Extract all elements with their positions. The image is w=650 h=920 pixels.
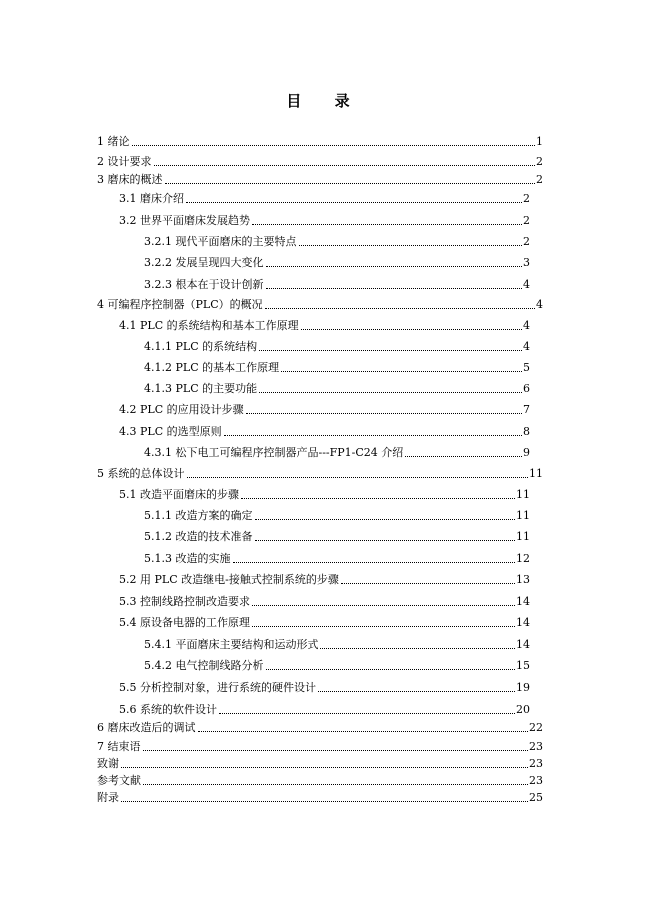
toc-entry[interactable]	[144, 257, 530, 269]
toc-entry-title: 4.1.1 PLC 的系统结构	[144, 340, 258, 353]
toc-entry-page: 20	[516, 703, 530, 716]
toc-entry[interactable]	[119, 404, 530, 416]
toc-entry-page: 2	[523, 235, 530, 248]
toc-leader-dots	[299, 245, 523, 246]
toc-leader-dots	[255, 540, 516, 541]
toc-entry[interactable]	[144, 553, 530, 565]
toc-entry-page: 14	[516, 638, 530, 651]
toc-entry[interactable]	[119, 320, 530, 332]
toc-entry-page: 2	[536, 173, 543, 186]
toc-entry-title: 5.6 系统的软件设计	[119, 703, 217, 716]
toc-entry[interactable]	[97, 722, 543, 734]
toc-leader-dots	[281, 371, 522, 372]
toc-leader-dots	[265, 308, 535, 309]
toc-leader-dots	[252, 626, 515, 627]
toc-entry-page: 6	[523, 382, 530, 395]
toc-entry[interactable]	[144, 383, 530, 395]
toc-entry[interactable]	[97, 136, 543, 148]
toc-entry-title: 5.4 原设备电器的工作原理	[119, 616, 250, 629]
toc-entry-page: 13	[516, 573, 530, 586]
toc-leader-dots	[165, 183, 536, 184]
toc-entry-title: 3.2.3 根本在于设计创新	[144, 278, 264, 291]
toc-entry-title: 3.1 磨床介绍	[119, 192, 184, 205]
toc-entry-page: 4	[523, 319, 530, 332]
toc-entry-title: 2 设计要求	[97, 155, 152, 168]
toc-entry-page: 2	[523, 214, 530, 227]
toc-leader-dots	[143, 784, 528, 785]
toc-entry-title: 参考文献	[97, 774, 141, 787]
toc-leader-dots	[224, 435, 522, 436]
toc-leader-dots	[318, 691, 515, 692]
toc-entry-page: 23	[529, 774, 543, 787]
toc-entry-title: 7 结束语	[97, 740, 141, 753]
toc-entry[interactable]	[144, 510, 530, 522]
toc-entry-title: 5.4.1 平面磨床主要结构和运动形式	[144, 638, 319, 651]
toc-leader-dots	[259, 392, 522, 393]
toc-leader-dots	[143, 750, 529, 751]
toc-entry-page: 11	[516, 488, 530, 501]
toc-entry-page: 11	[529, 467, 543, 480]
toc-entry-title: 4.1.3 PLC 的主要功能	[144, 382, 258, 395]
toc-entry-title: 5.2 用 PLC 改造继电-接触式控制系统的步骤	[119, 573, 339, 586]
toc-leader-dots	[405, 456, 522, 457]
toc-entry-title: 4.1.2 PLC 的基本工作原理	[144, 361, 280, 374]
toc-leader-dots	[132, 145, 536, 146]
toc-entry-page: 2	[523, 192, 530, 205]
toc-entry-page: 8	[523, 425, 530, 438]
toc-leader-dots	[198, 731, 529, 732]
toc-entry-title: 1 绪论	[97, 135, 130, 148]
toc-entry-title: 3.2.1 现代平面磨床的主要特点	[144, 235, 297, 248]
toc-entry[interactable]	[144, 236, 530, 248]
toc-leader-dots	[186, 202, 522, 203]
toc-entry[interactable]	[97, 792, 543, 804]
toc-leader-dots	[301, 329, 522, 330]
toc-entry-page: 4	[523, 340, 530, 353]
toc-entry[interactable]	[97, 174, 543, 186]
toc-leader-dots	[121, 801, 528, 802]
toc-leader-dots	[241, 498, 515, 499]
toc-leader-dots	[233, 562, 516, 563]
toc-entry-title: 5.1 改造平面磨床的步骤	[119, 488, 239, 501]
toc-leader-dots	[154, 165, 536, 166]
toc-entry[interactable]	[144, 362, 530, 374]
toc-entry[interactable]	[144, 447, 530, 459]
toc-entry-page: 15	[516, 659, 530, 672]
toc-entry-page: 3	[523, 256, 530, 269]
toc-entry-title: 6 磨床改造后的调试	[97, 721, 196, 734]
toc-leader-dots	[246, 413, 522, 414]
toc-entry-title: 3.2.2 发展呈现四大变化	[144, 256, 264, 269]
toc-entry-page: 4	[523, 278, 530, 291]
toc-entry[interactable]	[119, 215, 530, 227]
toc-entry-page: 11	[516, 509, 530, 522]
toc-entry[interactable]	[97, 299, 543, 311]
toc-entry[interactable]	[144, 639, 530, 651]
toc-entry-title: 4.3 PLC 的选型原则	[119, 425, 222, 438]
toc-entry-page: 5	[523, 361, 530, 374]
toc-entry[interactable]	[119, 193, 530, 205]
toc-entry[interactable]	[97, 156, 543, 168]
toc-entry-title: 致谢	[97, 757, 119, 770]
toc-leader-dots	[320, 648, 515, 649]
toc-entry[interactable]	[119, 596, 530, 608]
toc-entry[interactable]	[119, 617, 530, 629]
toc-entry-title: 4 可编程序控制器（PLC）的概况	[97, 298, 263, 311]
toc-entry-page: 25	[529, 791, 543, 804]
toc-entry-page: 23	[529, 757, 543, 770]
toc-leader-dots	[121, 767, 528, 768]
toc-entry-page: 4	[536, 298, 543, 311]
toc-entry-page: 7	[523, 403, 530, 416]
toc-entry-page: 22	[529, 721, 543, 734]
toc-leader-dots	[266, 266, 523, 267]
toc-entry-page: 1	[536, 135, 543, 148]
toc-leader-dots	[252, 224, 522, 225]
toc-entry-title: 3.2 世界平面磨床发展趋势	[119, 214, 250, 227]
toc-entry-title: 附录	[97, 791, 119, 804]
toc-entry[interactable]	[119, 704, 530, 716]
toc-entry-title: 5.4.2 电气控制线路分析	[144, 659, 264, 672]
toc-entry[interactable]	[144, 341, 530, 353]
toc-entry-title: 5.1.1 改造方案的确定	[144, 509, 253, 522]
toc-entry[interactable]	[97, 758, 543, 770]
toc-leader-dots	[341, 583, 515, 584]
toc-leader-dots	[266, 669, 516, 670]
toc-entry-page: 19	[516, 681, 530, 694]
toc-entry-page: 12	[516, 552, 530, 565]
toc-entry-title: 5 系统的总体设计	[97, 467, 185, 480]
toc-entry[interactable]	[119, 426, 530, 438]
toc-entry[interactable]	[97, 775, 543, 787]
toc-leader-dots	[259, 350, 522, 351]
toc-entry-page: 2	[536, 155, 543, 168]
toc-entry-page: 11	[516, 530, 530, 543]
toc-leader-dots	[266, 288, 523, 289]
toc-entry-page: 14	[516, 616, 530, 629]
toc-entry-title: 5.1.2 改造的技术准备	[144, 530, 253, 543]
toc-entry-page: 14	[516, 595, 530, 608]
toc-entry[interactable]	[119, 682, 530, 694]
toc-entry[interactable]	[97, 468, 543, 480]
toc-entry[interactable]	[144, 279, 530, 291]
toc-entry[interactable]	[144, 531, 530, 543]
toc-entry[interactable]	[144, 660, 530, 672]
toc-entry-title: 5.3 控制线路控制改造要求	[119, 595, 250, 608]
toc-entry-title: 5.5 分析控制对象，进行系统的硬件设计	[119, 681, 316, 694]
toc-entry[interactable]	[119, 489, 530, 501]
toc-entry-page: 23	[529, 740, 543, 753]
toc-entry[interactable]	[97, 741, 543, 753]
toc-leader-dots	[219, 713, 515, 714]
toc-entry-title: 5.1.3 改造的实施	[144, 552, 231, 565]
toc-entry-page: 9	[523, 446, 530, 459]
toc-leader-dots	[187, 477, 529, 478]
toc-title: 目 录	[286, 92, 364, 110]
toc-entry-title: 3 磨床的概述	[97, 173, 163, 186]
toc-entry-title: 4.3.1 松下电工可编程序控制器产品---FP1-C24 介绍	[144, 446, 404, 459]
toc-entry-title: 4.1 PLC 的系统结构和基本工作原理	[119, 319, 299, 332]
toc-entry-title: 4.2 PLC 的应用设计步骤	[119, 403, 244, 416]
toc-leader-dots	[252, 605, 515, 606]
toc-leader-dots	[255, 519, 516, 520]
toc-entry[interactable]	[119, 574, 530, 586]
